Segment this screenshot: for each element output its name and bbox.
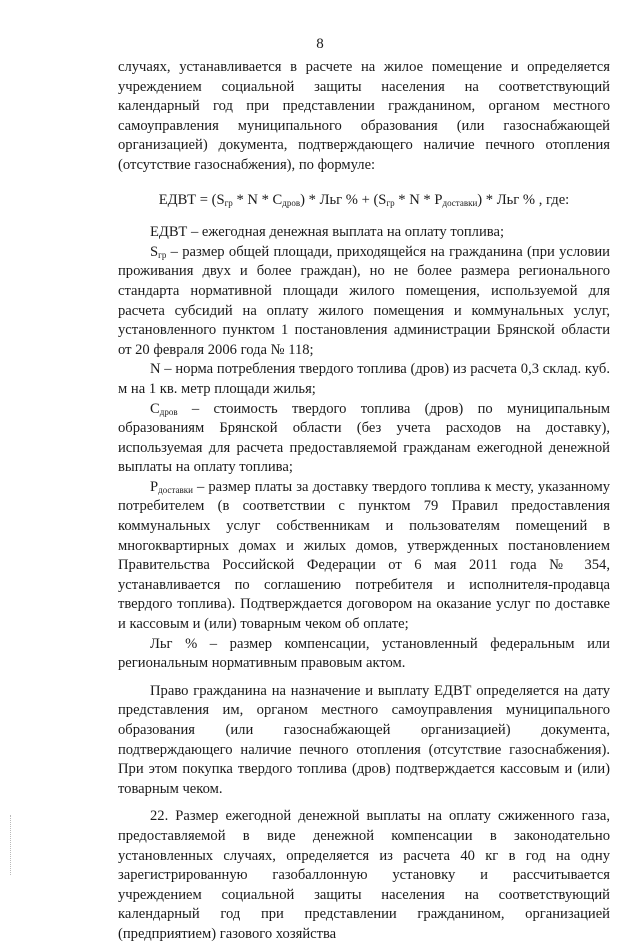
definition-c: $C_{дров}$ – стоимость твердого топлива (дров) по муниципальным образованиям Брянской области (без учета расходов на доставку), используемая для расчета предоставляемой гражданам ежегодной денежной выплаты на оплату топлива; bbox=[118, 400, 610, 476]
definition-p: $P_{доставки}$ – размер платы за доставку твердого топлива к месту, указанному потребителем (в соответствии с пунктом 79 Правил предоставления коммунальных услуг собственникам и пользователям помещений в многоквартирных домах и жилых домов, утвержденных постановлением Правительства Российской Федерации от 6 мая 2011 года № 354, устанавливается по соглашению потребителя и исполнителя-продавца твердого топлива). Подтверждается договором на оказание услуг по доставке и кассовым и (или) товарным чеком об оплате; bbox=[118, 478, 610, 633]
definition-n: N – норма потребления твердого топлива (дров) из расчета 0,3 склад. куб. м на 1 кв. метр площади жилья; bbox=[118, 361, 610, 397]
formula: ЕДВТ = ($S_{гр}$ * N * $C_{дров}$) * Льг % + ($S_{гр}$ * N * $P_{доставки}$) * Льг % , где: bbox=[158, 191, 570, 208]
definition-sgr: $S_{гр}$ – размер общей площади, приходящейся на гражданина (при условии проживания двух и более граждан), но не более размера регионального стандарта нормативной площади жилого помещения, используемой для расчета субсидий на оплату жилого помещения и коммунальных услуг, установленного пунктом 1 постановления администрации Брянской области от 20 февраля 2006 года № 118; bbox=[118, 243, 610, 358]
item-22-paragraph: 22. Размер ежегодной денежной выплаты на оплату сжиженного газа, предоставляемой в виде денежной компенсации в законодательно установленных случаях, определяется из расчета 40 кг в год на одну зарегистрированную газобаллонную установку и рассчитывается учреждением социальной защиты населения на соответствующий календарный год при представлении гражданином, организацией (предприятием) газового хозяйства bbox=[118, 808, 610, 942]
scan-margin-marks bbox=[10, 815, 13, 875]
right-paragraph: Право гражданина на назначение и выплату ЕДВТ определяется на дату представления им, органом местного самоуправления муниципального образования (или газоснабжающей организацией) документа, подтверждающего наличие печного отопления (отсутствие газоснабжения). При этом покупка твердого топлива (дров) подтверждается кассовым и (или) товарным чеком. bbox=[118, 682, 610, 797]
definition-edvt: ЕДВТ – ежегодная денежная выплата на оплату топлива; bbox=[150, 224, 504, 241]
intro-paragraph: случаях, устанавливается в расчете на жилое помещение и определяется учреждением социальной защиты населения на соответствующий календарный год при представлении гражданином, органом местного самоуправления муниципального образования (или газоснабжающей организацией) документа, подтверждающего наличие печного отопления (отсутствие газоснабжения), по формуле: bbox=[118, 59, 610, 173]
definition-lg: Льг % – размер компенсации, установленный федеральным или региональным нормативным правовым актом. bbox=[118, 635, 610, 672]
page-number: 8 bbox=[316, 36, 324, 52]
document-body bbox=[118, 58, 610, 945]
